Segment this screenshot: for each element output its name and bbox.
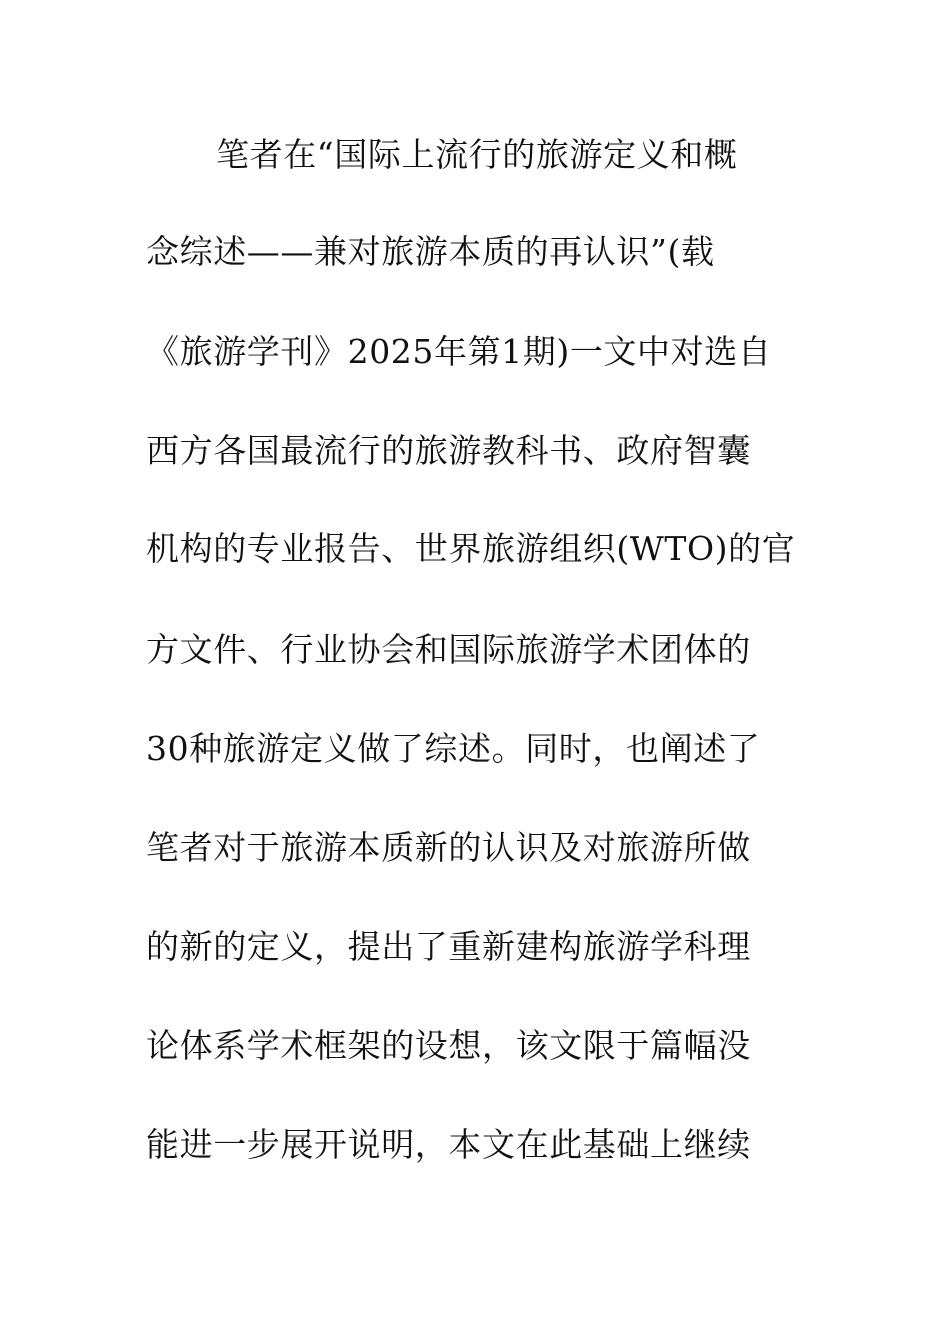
paragraph-line-1: 笔者在“国际上流行的旅游定义和概 <box>216 135 738 174</box>
paragraph-line-7: 30种旅游定义做了综述。同时，也阐述了 <box>146 729 761 768</box>
paragraph-line-4: 西方各国最流行的旅游教科书、政府智囊 <box>146 431 751 470</box>
paragraph-line-8: 笔者对于旅游本质新的认识及对旅游所做 <box>146 828 751 867</box>
paragraph-line-9: 的新的定义，提出了重新建构旅游学科理 <box>146 927 751 966</box>
paragraph-line-2: 念综述——兼对旅游本质的再认识”(载 <box>146 232 715 271</box>
paragraph-line-10: 论体系学术框架的设想，该文限于篇幅没 <box>146 1026 751 1065</box>
paragraph-line-5: 机构的专业报告、世界旅游组织(WTO)的官 <box>146 529 796 568</box>
paragraph-line-6: 方文件、行业协会和国际旅游学术团体的 <box>146 630 751 669</box>
paragraph-line-11: 能进一步展开说明，本文在此基础上继续 <box>146 1125 751 1164</box>
paragraph-line-3: 《旅游学刊》2025年第1期)一文中对选自 <box>146 332 772 371</box>
